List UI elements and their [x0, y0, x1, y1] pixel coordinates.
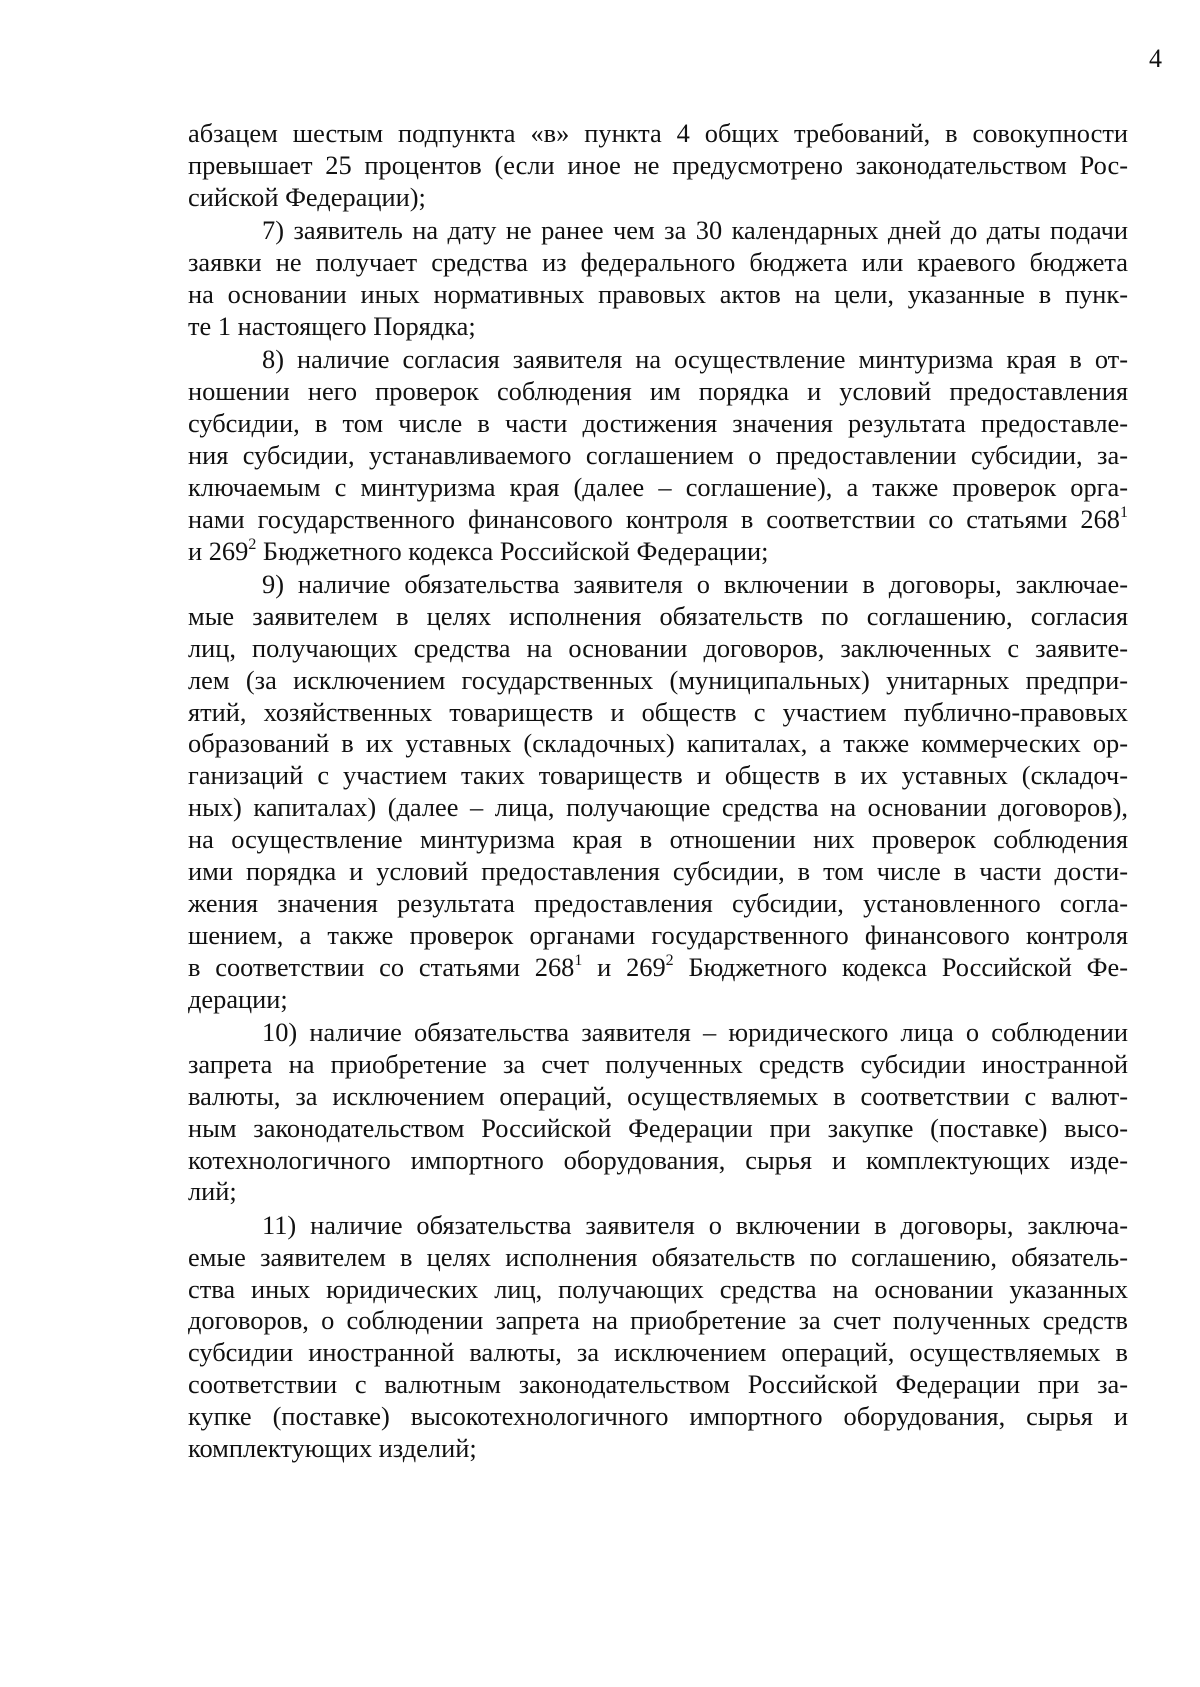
text-line: комплектующих изделий;	[188, 1433, 477, 1464]
superscript: 1	[1120, 503, 1128, 521]
text-line: 8) наличие согласия заявителя на осуществление минтуризма края в от-	[262, 344, 1128, 375]
text-line: ношении него проверок соблюдения им порядка и условий предоставления	[188, 376, 1128, 407]
text-line: соответствии с валютным законодательством Российской Федерации при за-	[188, 1369, 1128, 1400]
text-line: купке (поставке) высокотехнологичного импортного оборудования, сырья и	[188, 1401, 1128, 1432]
text-line: на осуществление минтуризма края в отношении них проверок соблюдения	[188, 824, 1128, 855]
text-line: абзацем шестым подпункта «в» пункта 4 общих требований, в совокупности	[188, 118, 1128, 148]
text-line: дерации;	[188, 983, 288, 1014]
paragraph-item-9	[188, 569, 1128, 1015]
text-fragment: Бюджетного кодекса Российской Федерации;	[262, 535, 769, 566]
text-line: на основании иных нормативных правовых актов на цели, указанные в пунк-	[188, 278, 1128, 309]
paragraph-item-7	[188, 215, 1128, 343]
text-fragment: и 269	[597, 951, 666, 982]
paragraph-item-10	[188, 1017, 1128, 1208]
text-line	[188, 504, 1128, 536]
text-line	[188, 952, 1128, 984]
text-line: ганизаций с участием таких товариществ и обществ в их уставных (складоч-	[188, 760, 1128, 791]
text-line: лем (за исключением государственных (муниципальных) унитарных предпри-	[188, 664, 1128, 695]
text-line: договоров, о соблюдении запрета на приобретение за счет полученных средств	[188, 1305, 1128, 1336]
superscript: 2	[665, 951, 674, 969]
paragraph-continuation	[188, 118, 1128, 214]
text-line: субсидии, в том числе в части достижения значения результата предоставле-	[188, 408, 1128, 439]
text-line: ным законодательством Российской Федерации при закупке (поставке) высо-	[188, 1112, 1128, 1143]
text-line: те 1 настоящего Порядка;	[188, 310, 476, 341]
text-line: превышает 25 процентов (если иное не предусмотрено законодательством Рос-	[188, 149, 1128, 180]
text-line: шением, а также проверок органами государственного финансового контроля	[188, 919, 1128, 950]
text-line: мые заявителем в целях исполнения обязательств по соглашению, согласия	[188, 600, 1128, 631]
text-fragment: и 269	[188, 535, 249, 566]
text-fragment: в соответствии со статьями 268	[188, 951, 575, 982]
text-line: лиц, получающих средства на основании договоров, заключенных с заявите-	[188, 632, 1128, 663]
text-line: ния субсидии, устанавливаемого соглашением о предоставлении субсидии, за-	[188, 439, 1128, 470]
page-number: 4	[1149, 44, 1162, 73]
text-fragment: нами государственного финансового контроля в соответствии со статьями 268	[188, 503, 1120, 534]
text-line: ных) капиталах) (далее – лица, получающие средства на основании договоров),	[188, 792, 1128, 823]
text-line	[188, 536, 1128, 568]
text-line: жения значения результата предоставления субсидии, установленного согла-	[188, 887, 1128, 918]
text-line: 9) наличие обязательства заявителя о включении в договоры, заключае-	[262, 568, 1128, 599]
text-line: емые заявителем в целях исполнения обязательств по соглашению, обязатель-	[188, 1241, 1128, 1272]
text-line: образований в их уставных (складочных) капиталах, а также коммерческих ор-	[188, 728, 1128, 759]
text-line: ими порядка и условий предоставления субсидии, в том числе в части дости-	[188, 855, 1128, 886]
text-line: валюты, за исключением операций, осуществляемых в соответствии с валют-	[188, 1080, 1128, 1111]
text-line: ства иных юридических лиц, получающих средства на основании указанных	[188, 1273, 1128, 1304]
paragraph-item-11	[188, 1210, 1128, 1465]
text-line: котехнологичного импортного оборудования, сырья и комплектующих изде-	[188, 1144, 1128, 1175]
text-fragment: Бюджетного кодекса Российской Фе-	[688, 951, 1128, 982]
paragraph-item-8	[188, 344, 1128, 567]
text-line: заявки не получает средства из федерального бюджета или краевого бюджета	[188, 247, 1128, 278]
text-line: 11) наличие обязательства заявителя о включении в договоры, заключа-	[262, 1209, 1128, 1240]
text-line: запрета на приобретение за счет полученных средств субсидии иностранной	[188, 1048, 1128, 1079]
superscript: 1	[574, 951, 583, 969]
text-line: ключаемым с минтуризма края (далее – соглашение), а также проверок орга-	[188, 471, 1128, 502]
text-line: 10) наличие обязательства заявителя – юридического лица о соблюдении	[262, 1016, 1128, 1047]
text-line: лий;	[188, 1176, 237, 1207]
text-line: ятий, хозяйственных товариществ и обществ с участием публично-правовых	[188, 696, 1128, 727]
text-line: субсидии иностранной валюты, за исключением операций, осуществляемых в	[188, 1337, 1128, 1368]
text-line: 7) заявитель на дату не ранее чем за 30 календарных дней до даты подачи	[262, 215, 1128, 246]
text-line: сийской Федерации);	[188, 181, 426, 212]
superscript: 2	[248, 535, 257, 553]
document-body	[188, 118, 1128, 1465]
